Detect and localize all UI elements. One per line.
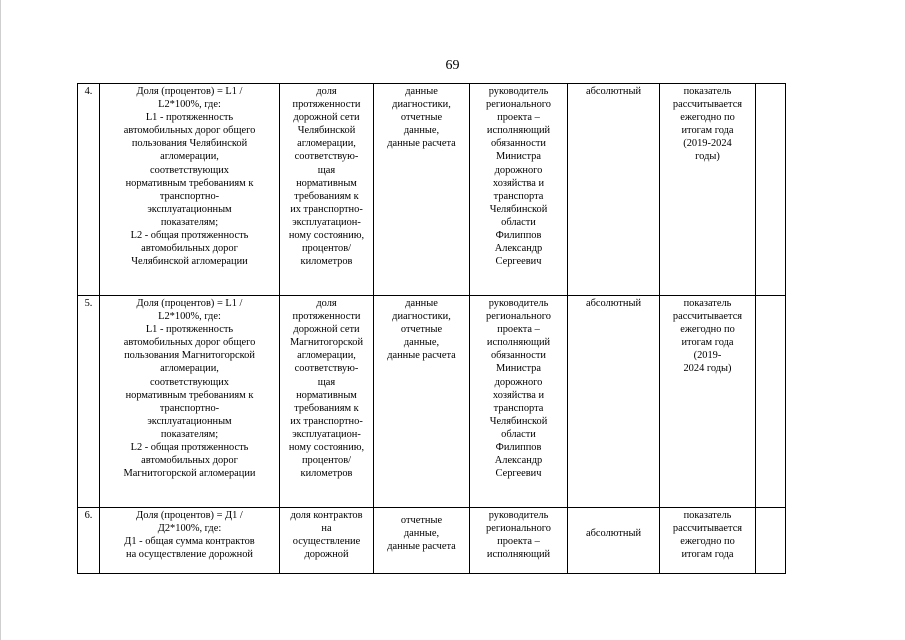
definition-cell-line: дорожной: [304, 549, 349, 561]
responsible-cell-line: Челябинской: [489, 203, 548, 215]
responsible-cell-line: руководитель: [488, 510, 549, 521]
definition-cell-line: дорожной сети: [293, 112, 360, 124]
formula-cell-line: Магнитогорской агломерации: [123, 468, 256, 480]
definition-cell-line: нормативным: [296, 177, 357, 189]
formula-cell-line: соответствующих: [150, 164, 229, 176]
responsible-cell-line: проекта –: [497, 112, 540, 124]
row-number: 4.: [78, 84, 100, 296]
responsible-cell-line: хозяйства и: [492, 389, 545, 401]
formula-cell-line: показателям;: [160, 216, 219, 228]
frequency-cell-line: рассчитывается: [672, 523, 743, 535]
responsible-cell-line: дорожного: [494, 376, 543, 388]
responsible-cell-line: Александр: [494, 455, 543, 467]
formula-cell-line: L2 - общая протяженность: [130, 230, 249, 242]
definition-cell-line: доля контрактов: [290, 510, 363, 521]
frequency-cell: [660, 84, 756, 296]
source-cell-line: диагностики,: [392, 311, 451, 323]
formula-cell-line: пользования Челябинской: [131, 138, 248, 150]
definition-cell-line: протяженности: [292, 311, 361, 323]
table-row: [78, 84, 786, 296]
definition-cell-line: осуществление: [292, 536, 361, 548]
responsible-cell: [470, 296, 568, 508]
definition-cell-line: щая: [317, 376, 336, 388]
frequency-cell-line: (2019-2024: [683, 138, 732, 150]
source-cell-line: данные: [405, 86, 438, 97]
formula-cell-line: автомобильных дорог: [141, 243, 238, 255]
responsible-cell-line: Министра: [495, 151, 541, 163]
responsible-cell-line: проекта –: [497, 536, 540, 548]
formula-cell-line: транспортно-: [159, 402, 220, 414]
responsible-cell-line: транспорта: [493, 402, 544, 414]
definition-cell-line: Магнитогорской: [289, 337, 364, 349]
responsible-cell-line: Сергеевич: [495, 256, 542, 268]
definition-cell-line: агломерации,: [297, 138, 356, 150]
frequency-cell-line: итогам года: [681, 337, 734, 349]
formula-cell-line: Доля (процентов) = Д1 /: [136, 510, 243, 521]
responsible-cell-line: Александр: [494, 243, 543, 255]
source-cell-line: данные расчета: [387, 138, 456, 150]
table-row: [78, 296, 786, 508]
definition-cell-line: соответствую-: [294, 151, 359, 163]
formula-cell-line: автомобильных дорог общего: [123, 125, 256, 137]
formula-cell-line: эксплуатационным: [147, 415, 232, 427]
formula-cell: [100, 508, 280, 574]
formula-cell-line: агломерации,: [160, 151, 219, 163]
formula-cell-line: соответствующих: [150, 376, 229, 388]
formula-cell-line: Доля (процентов) = L1 /: [136, 86, 243, 97]
page-number: 69: [445, 58, 460, 73]
responsible-cell-line: регионального: [486, 523, 551, 535]
definition-cell-line: протяженности: [292, 99, 361, 111]
definition-cell-line: на: [321, 523, 332, 535]
formula-cell-line: Челябинской агломерации: [131, 256, 248, 268]
formula-cell-line: эксплуатационным: [147, 203, 232, 215]
definition-cell-line: дорожной сети: [293, 324, 360, 336]
responsible-cell-line: исполняющий: [486, 337, 551, 349]
definition-cell-line: процентов/: [301, 455, 352, 467]
definition-cell: [280, 296, 374, 508]
formula-cell-line: на осуществление дорожной: [126, 549, 253, 561]
frequency-cell-line: показатель: [683, 298, 732, 309]
definition-cell-line: доля: [316, 86, 337, 97]
responsible-cell-line: Сергеевич: [495, 468, 542, 480]
formula-cell-line: нормативным требованиям к: [125, 177, 254, 189]
frequency-cell-line: рассчитывается: [672, 311, 743, 323]
frequency-cell-line: ежегодно по: [680, 112, 735, 124]
row-number: 5.: [78, 296, 100, 508]
source-cell-line: данные,: [403, 337, 440, 349]
type-cell: абсолютный: [568, 296, 660, 508]
definition-cell-line: Челябинской: [297, 125, 356, 137]
responsible-cell: [470, 84, 568, 296]
formula-cell: [100, 84, 280, 296]
definition-cell-line: километров: [300, 468, 353, 480]
formula-cell-line: пользования Магнитогорской: [124, 350, 255, 362]
source-cell-line: данные: [405, 298, 438, 309]
frequency-cell-line: ежегодно по: [680, 536, 735, 548]
source-cell-line: отчетные: [400, 324, 443, 336]
definition-cell-line: их транспортно-: [290, 415, 363, 427]
formula-cell-line: транспортно-: [159, 190, 220, 202]
source-cell-line: данные,: [403, 125, 440, 137]
formula-cell-line: L2*100%, где:: [158, 99, 221, 111]
definition-cell-line: агломерации,: [297, 350, 356, 362]
frequency-cell-line: показатель: [683, 86, 732, 97]
type-cell: абсолютный: [568, 508, 660, 574]
source-cell-line: данные,: [403, 528, 440, 540]
frequency-cell-line: показатель: [683, 510, 732, 521]
formula-cell-line: L2*100%, где:: [158, 311, 221, 323]
definition-cell-line: эксплуатацион-: [292, 428, 361, 440]
definition-cell-line: ному состоянию,: [288, 442, 365, 454]
source-cell-line: данные расчета: [387, 350, 456, 362]
frequency-cell-line: годы): [695, 151, 720, 163]
formula-cell-line: автомобильных дорог: [141, 455, 238, 467]
formula-cell-line: агломерации,: [160, 363, 219, 375]
source-cell-line: отчетные: [400, 515, 443, 526]
source-cell-line: диагностики,: [392, 99, 451, 111]
extra-cell: [756, 84, 786, 296]
row-number: 6.: [78, 508, 100, 574]
formula-cell-line: показателям;: [160, 428, 219, 440]
definition-cell: [280, 84, 374, 296]
definition-cell-line: доля: [316, 298, 337, 309]
frequency-cell: [660, 296, 756, 508]
formula-cell-line: L1 - протяженность: [145, 112, 234, 124]
source-cell: [374, 84, 470, 296]
responsible-cell-line: области: [501, 216, 536, 228]
formula-cell-line: Д1 - общая сумма контрактов: [124, 536, 255, 548]
source-cell-line: данные расчета: [387, 541, 456, 553]
responsible-cell-line: Филиппов: [495, 230, 542, 242]
responsible-cell-line: дорожного: [494, 164, 543, 176]
definition-cell-line: щая: [317, 164, 336, 176]
frequency-cell-line: итогам года: [681, 125, 734, 137]
indicators-table: [77, 83, 786, 574]
frequency-cell-line: рассчитывается: [672, 99, 743, 111]
responsible-cell-line: руководитель: [488, 298, 549, 309]
responsible-cell-line: руководитель: [488, 86, 549, 97]
definition-cell-line: ному состоянию,: [288, 230, 365, 242]
extra-cell: [756, 296, 786, 508]
definition-cell-line: эксплуатацион-: [292, 216, 361, 228]
frequency-cell-line: (2019-: [693, 350, 722, 362]
formula-cell-line: нормативным требованиям к: [125, 389, 254, 401]
source-cell-line: отчетные: [400, 112, 443, 124]
definition-cell-line: требованиям к: [294, 190, 359, 202]
frequency-cell-line: ежегодно по: [680, 324, 735, 336]
formula-cell-line: Доля (процентов) = L1 /: [136, 298, 243, 309]
definition-cell-line: их транспортно-: [290, 203, 363, 215]
responsible-cell-line: хозяйства и: [492, 177, 545, 189]
responsible-cell-line: исполняющий: [486, 549, 551, 561]
table-row: [78, 508, 786, 574]
type-cell: абсолютный: [568, 84, 660, 296]
responsible-cell: [470, 508, 568, 574]
scan-left-edge: [0, 0, 1, 640]
responsible-cell-line: Министра: [495, 363, 541, 375]
formula-cell-line: L2 - общая протяженность: [130, 442, 249, 454]
formula-cell-line: Д2*100%, где:: [157, 523, 222, 535]
responsible-cell-line: Челябинской: [489, 415, 548, 427]
formula-cell: [100, 296, 280, 508]
frequency-cell-line: 2024 годы): [683, 363, 732, 375]
extra-cell: [756, 508, 786, 574]
source-cell: [374, 296, 470, 508]
frequency-cell-line: итогам года: [681, 549, 734, 561]
definition-cell-line: нормативным: [296, 389, 357, 401]
responsible-cell-line: обязанности: [490, 138, 546, 150]
responsible-cell-line: проекта –: [497, 324, 540, 336]
responsible-cell-line: транспорта: [493, 190, 544, 202]
responsible-cell-line: обязанности: [490, 350, 546, 362]
source-cell: [374, 508, 470, 574]
responsible-cell-line: Филиппов: [495, 442, 542, 454]
frequency-cell: [660, 508, 756, 574]
definition-cell-line: процентов/: [301, 243, 352, 255]
definition-cell-line: соответствую-: [294, 363, 359, 375]
formula-cell-line: автомобильных дорог общего: [123, 337, 256, 349]
responsible-cell-line: регионального: [486, 311, 551, 323]
definition-cell-line: километров: [300, 256, 353, 268]
responsible-cell-line: регионального: [486, 99, 551, 111]
responsible-cell-line: исполняющий: [486, 125, 551, 137]
responsible-cell-line: области: [501, 428, 536, 440]
table-body: [78, 84, 786, 574]
formula-cell-line: L1 - протяженность: [145, 324, 234, 336]
definition-cell-line: требованиям к: [294, 402, 359, 414]
definition-cell: [280, 508, 374, 574]
